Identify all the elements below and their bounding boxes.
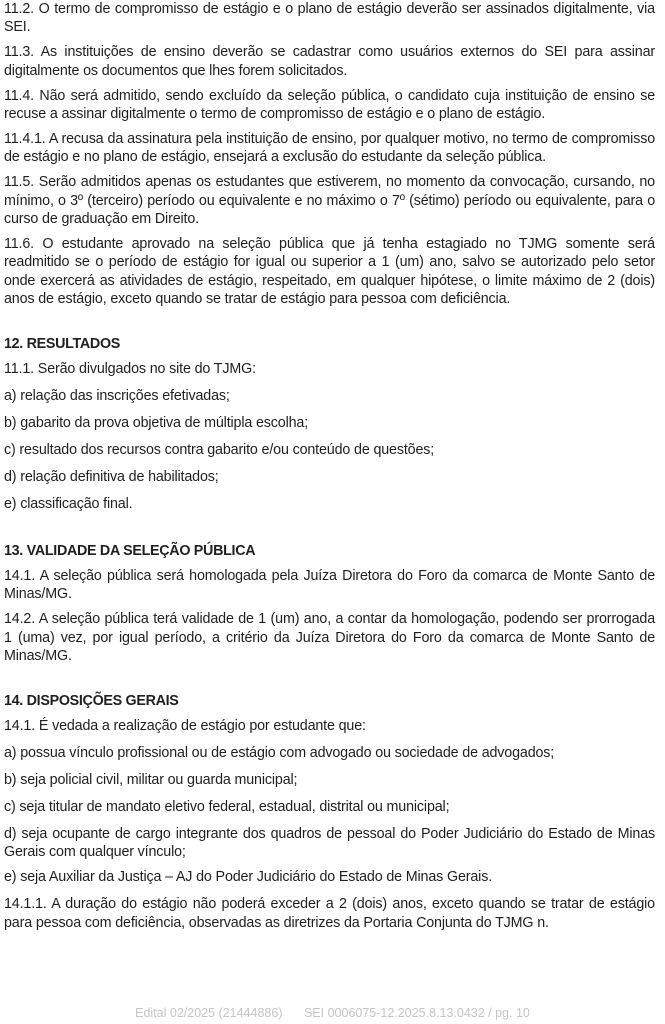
section-spacer	[4, 522, 655, 542]
list-item: d) seja ocupante de cargo integrante dos quadros de pessoal do Poder Judiciário do Estado de Minas Gerais com qualquer vínculo;	[4, 825, 655, 861]
list-item: a) relação das inscrições efetivadas;	[4, 388, 230, 404]
clause-11-2: 11.2. O termo de compromisso de estágio e o plano de estágio deverão ser assinados digitalmente, via SEI.	[4, 1, 655, 36]
footer-document-id: Edital 02/2025 (21444886)	[135, 1006, 283, 1020]
section-heading: 14. DISPOSIÇÕES GERAIS	[4, 692, 179, 709]
section-intro: 11.1. Serão divulgados no site do TJMG:	[4, 361, 256, 377]
list-item: d) relação definitiva de habilitados;	[4, 469, 219, 485]
list-item: c) resultado dos recursos contra gabarito e/ou conteúdo de questões;	[4, 442, 435, 458]
document-page	[4, 0, 655, 938]
section-validade	[4, 542, 655, 665]
section-disposicoes-gerais	[4, 692, 655, 932]
section-heading: 12. RESULTADOS	[4, 336, 121, 353]
list-item: e) seja Auxiliar da Justiça – AJ do Poder Judiciário do Estado de Minas Gerais.	[4, 869, 493, 886]
clause-11-6: 11.6. O estudante aprovado na seleção pública que já tenha estagiado no TJMG somente será readmitido se o período de estágio for igual ou superior a 1 (um) ano, salvo se autorizado pelo setor onde exercerá as atividades de estágio, respeitado, em qualquer hipótese, o limite máximo de 2 (dois) anos de estágio, exceto quando se tratar de estágio para pessoa com deficiência.	[4, 235, 655, 308]
clause-11-4-1: 11.4.1. A recusa da assinatura pela instituição de ensino, por qualquer motivo, no termo de compromisso de estágio e no plano de estágio, ensejará a exclusão do estudante da seleção pública.	[4, 130, 655, 166]
section-spacer	[4, 315, 655, 335]
clause-paragraph: 14.2. A seleção pública terá validade de 1 (um) ano, a contar da homologação, podendo ser prorrogada 1 (uma) vez, por igual período, a critério da Juíza Diretora do Foro da comarca de Monte Santo de Minas/MG.	[4, 611, 655, 665]
clause-11-4: 11.4. Não será admitido, sendo excluído da seleção pública, o candidato cuja instituição de ensino se recuse a assinar digitalmente o termo de compromisso de estágio e o plano de estágio.	[4, 87, 655, 123]
list-item: e) classificação final.	[4, 496, 133, 512]
section-resultados	[4, 335, 655, 513]
clause-14-1-1: 14.1.1. A duração do estágio não poderá exceder a 2 (dois) anos, exceto quando se tratar de estágio para pessoa com deficiência, observadas as diretrizes da Portaria Conjunta do TJMG n.	[4, 896, 655, 931]
list-item: c) seja titular de mandato eletivo federal, estadual, distrital ou municipal;	[4, 798, 450, 815]
section-intro: 14.1. É vedada a realização de estágio por estudante que:	[4, 717, 366, 734]
section-spacer	[4, 672, 655, 692]
clause-paragraph: 14.1. A seleção pública será homologada pela Juíza Diretora do Foro da comarca de Monte Santo de Minas/MG.	[4, 567, 655, 603]
list-item: a) possua vínculo profissional ou de estágio com advogado ou sociedade de advogados;	[4, 744, 555, 761]
page-footer	[0, 1006, 665, 1020]
footer-sei-page: SEI 0006075-12.2025.8.13.0432 / pg. 10	[303, 1006, 530, 1020]
list-item: b) seja policial civil, militar ou guarda municipal;	[4, 771, 298, 788]
list-item: b) gabarito da prova objetiva de múltipla escolha;	[4, 415, 309, 431]
section-heading: 13. VALIDADE DA SELEÇÃO PÚBLICA	[4, 543, 256, 559]
clause-11-5: 11.5. Serão admitidos apenas os estudantes que estiverem, no momento da convocação, cursando, no mínimo, o 3º (terceiro) período ou equivalente e no máximo o 7º (sétimo) período ou equivalente, para o curso de graduação em Direito.	[4, 174, 655, 228]
clause-11-3: 11.3. As instituições de ensino deverão se cadastrar como usuários externos do SEI para assinar digitalmente os documentos que lhes forem solicitados.	[4, 44, 655, 79]
